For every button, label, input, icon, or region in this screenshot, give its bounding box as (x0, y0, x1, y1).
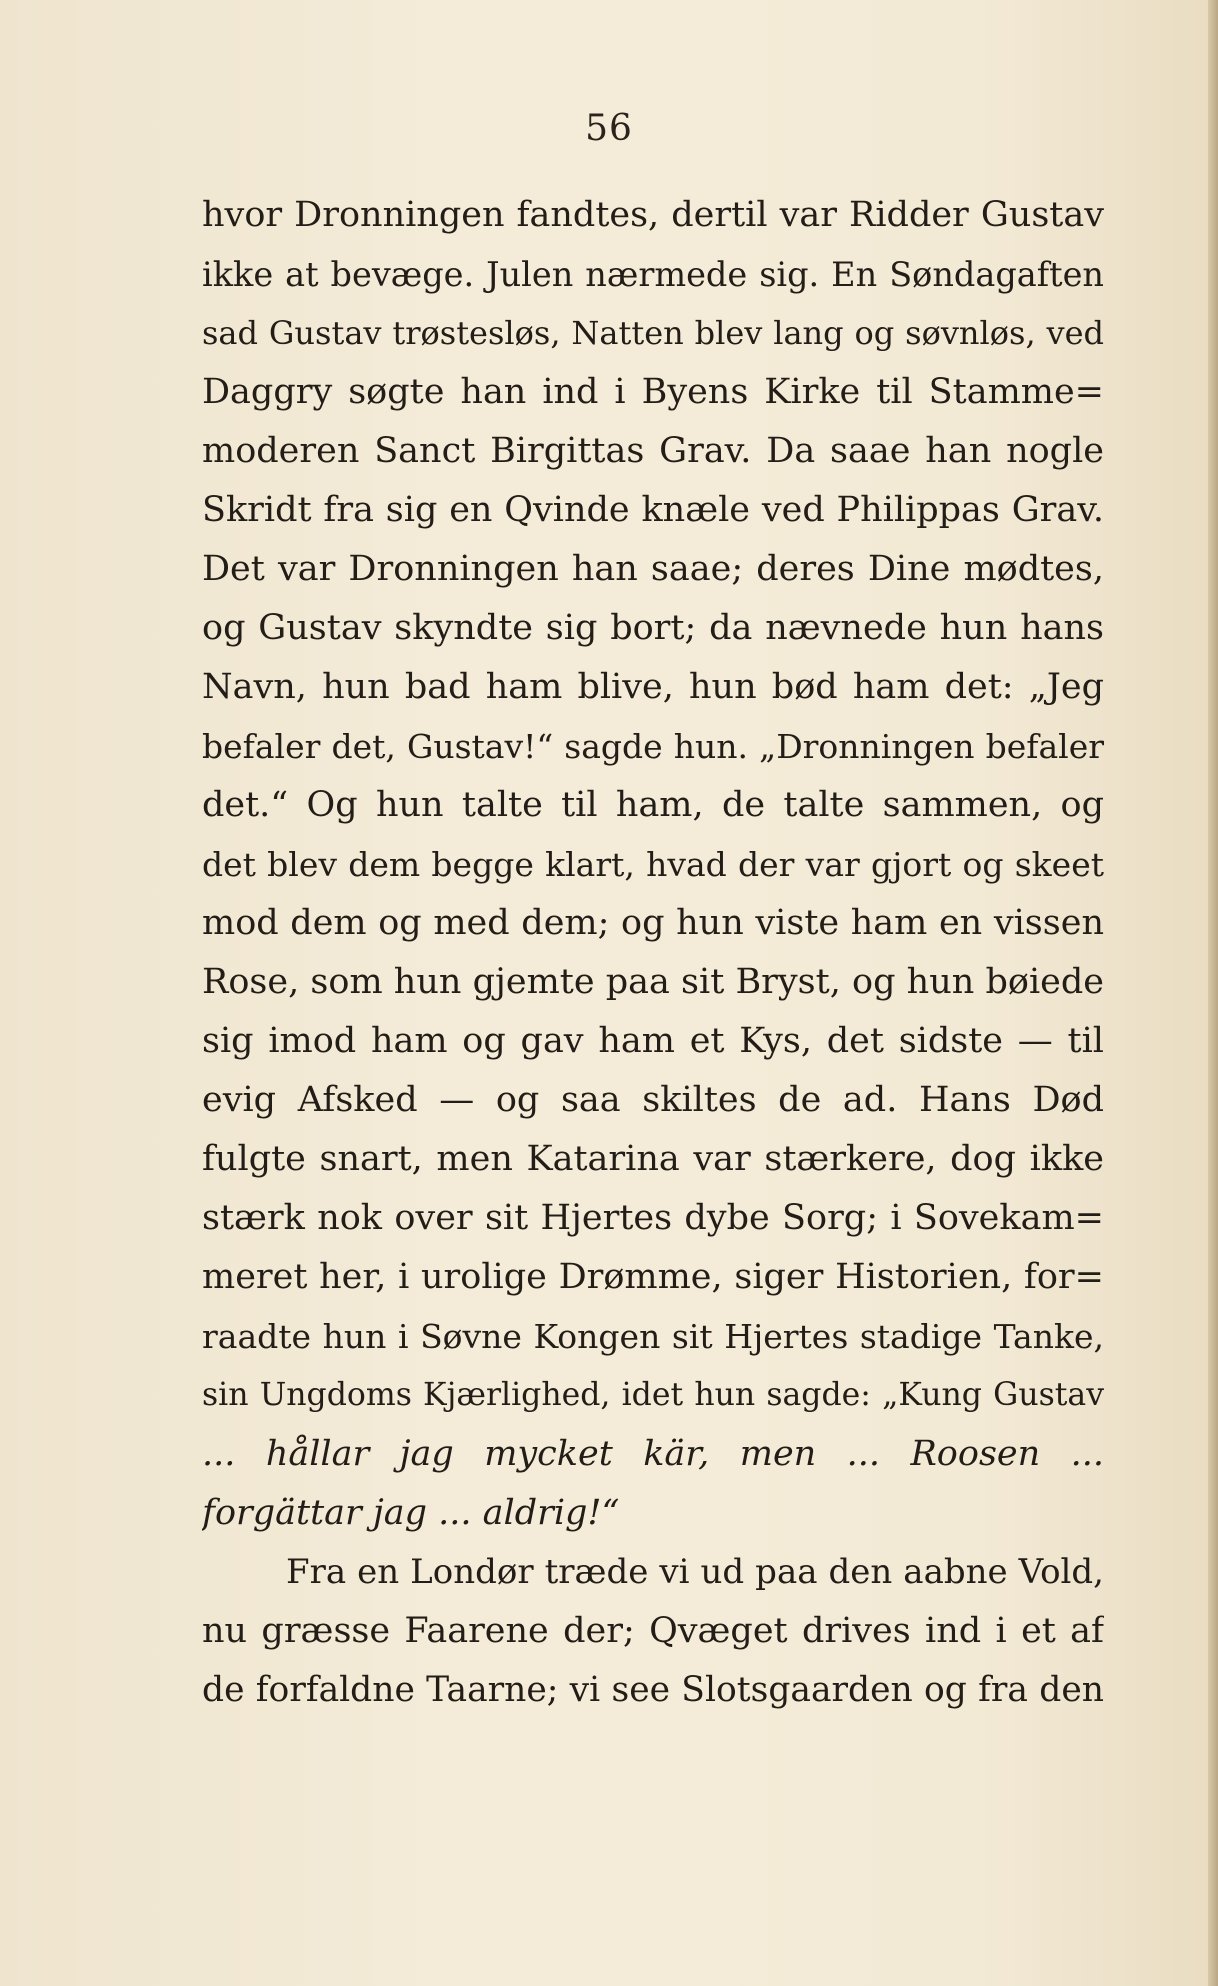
text-line: fulgte snart, men Katarina var stærkere, dog ikke (202, 1139, 1104, 1179)
text-line: hvor Dronningen fandtes, dertil var Ridder Gustav (202, 195, 1104, 235)
text-line: ikke at bevæge. Julen nærmede sig. En Søndagaften (202, 255, 1104, 294)
text-line-swedish-quote: ... hållar jag mycket kär, men ... Roosen ... (202, 1434, 1104, 1474)
text-line: raadte hun i Søvne Kongen sit Hjertes stadige Tanke, (202, 1317, 1104, 1356)
text-line: det.“ Og hun talte til ham, de talte sammen, og (202, 785, 1104, 825)
text-line: stærk nok over sit Hjertes dybe Sorg; i Sovekam= (202, 1198, 1104, 1238)
text-line: de forfaldne Taarne; vi see Slotsgaarden og fra den (202, 1670, 1104, 1710)
text-line-swedish-quote: forgättar jag ... aldrig!“ (202, 1493, 620, 1533)
text-line: og Gustav skyndte sig bort; da nævnede hun hans (202, 608, 1104, 648)
text-line: Skridt fra sig en Qvinde knæle ved Philippas Grav. (202, 490, 1104, 530)
text-line: Navn, hun bad ham blive, hun bød ham det: „Jeg (202, 667, 1104, 707)
text-line: moderen Sanct Birgittas Grav. Da saae han nogle (202, 431, 1104, 471)
text-line: Det var Dronningen han saae; deres Dine mødtes, (202, 549, 1104, 589)
text-line: Daggry søgte han ind i Byens Kirke til Stamme= (202, 372, 1104, 412)
text-line: sad Gustav trøstesløs, Natten blev lang og søvnløs, ved (202, 314, 1104, 352)
text-line: mod dem og med dem; og hun viste ham en vissen (202, 903, 1104, 943)
text-line: sin Ungdoms Kjærlighed, idet hun sagde: „Kung Gustav (202, 1377, 1104, 1413)
text-line: sig imod ham og gav ham et Kys, det sidste — til (202, 1021, 1104, 1061)
text-line: det blev dem begge klart, hvad der var gjort og skeet (202, 845, 1104, 884)
text-line: evig Afsked — og saa skiltes de ad. Hans Død (202, 1080, 1104, 1120)
text-line: nu græsse Faarene der; Qvæget drives ind i et af (202, 1611, 1104, 1651)
page-number: 56 (585, 108, 633, 149)
text-line: befaler det, Gustav!“ sagde hun. „Dronningen befaler (202, 727, 1104, 766)
text-line: Rose, som hun gjemte paa sit Bryst, og hun bøiede (202, 962, 1104, 1002)
page-spine-edge (1208, 0, 1218, 1986)
text-line-paragraph-start: Fra en Londør træde vi ud paa den aabne Vold, (286, 1552, 1104, 1592)
body-text (202, 186, 1104, 1720)
text-line: meret her, i urolige Drømme, siger Historien, for= (202, 1257, 1104, 1297)
